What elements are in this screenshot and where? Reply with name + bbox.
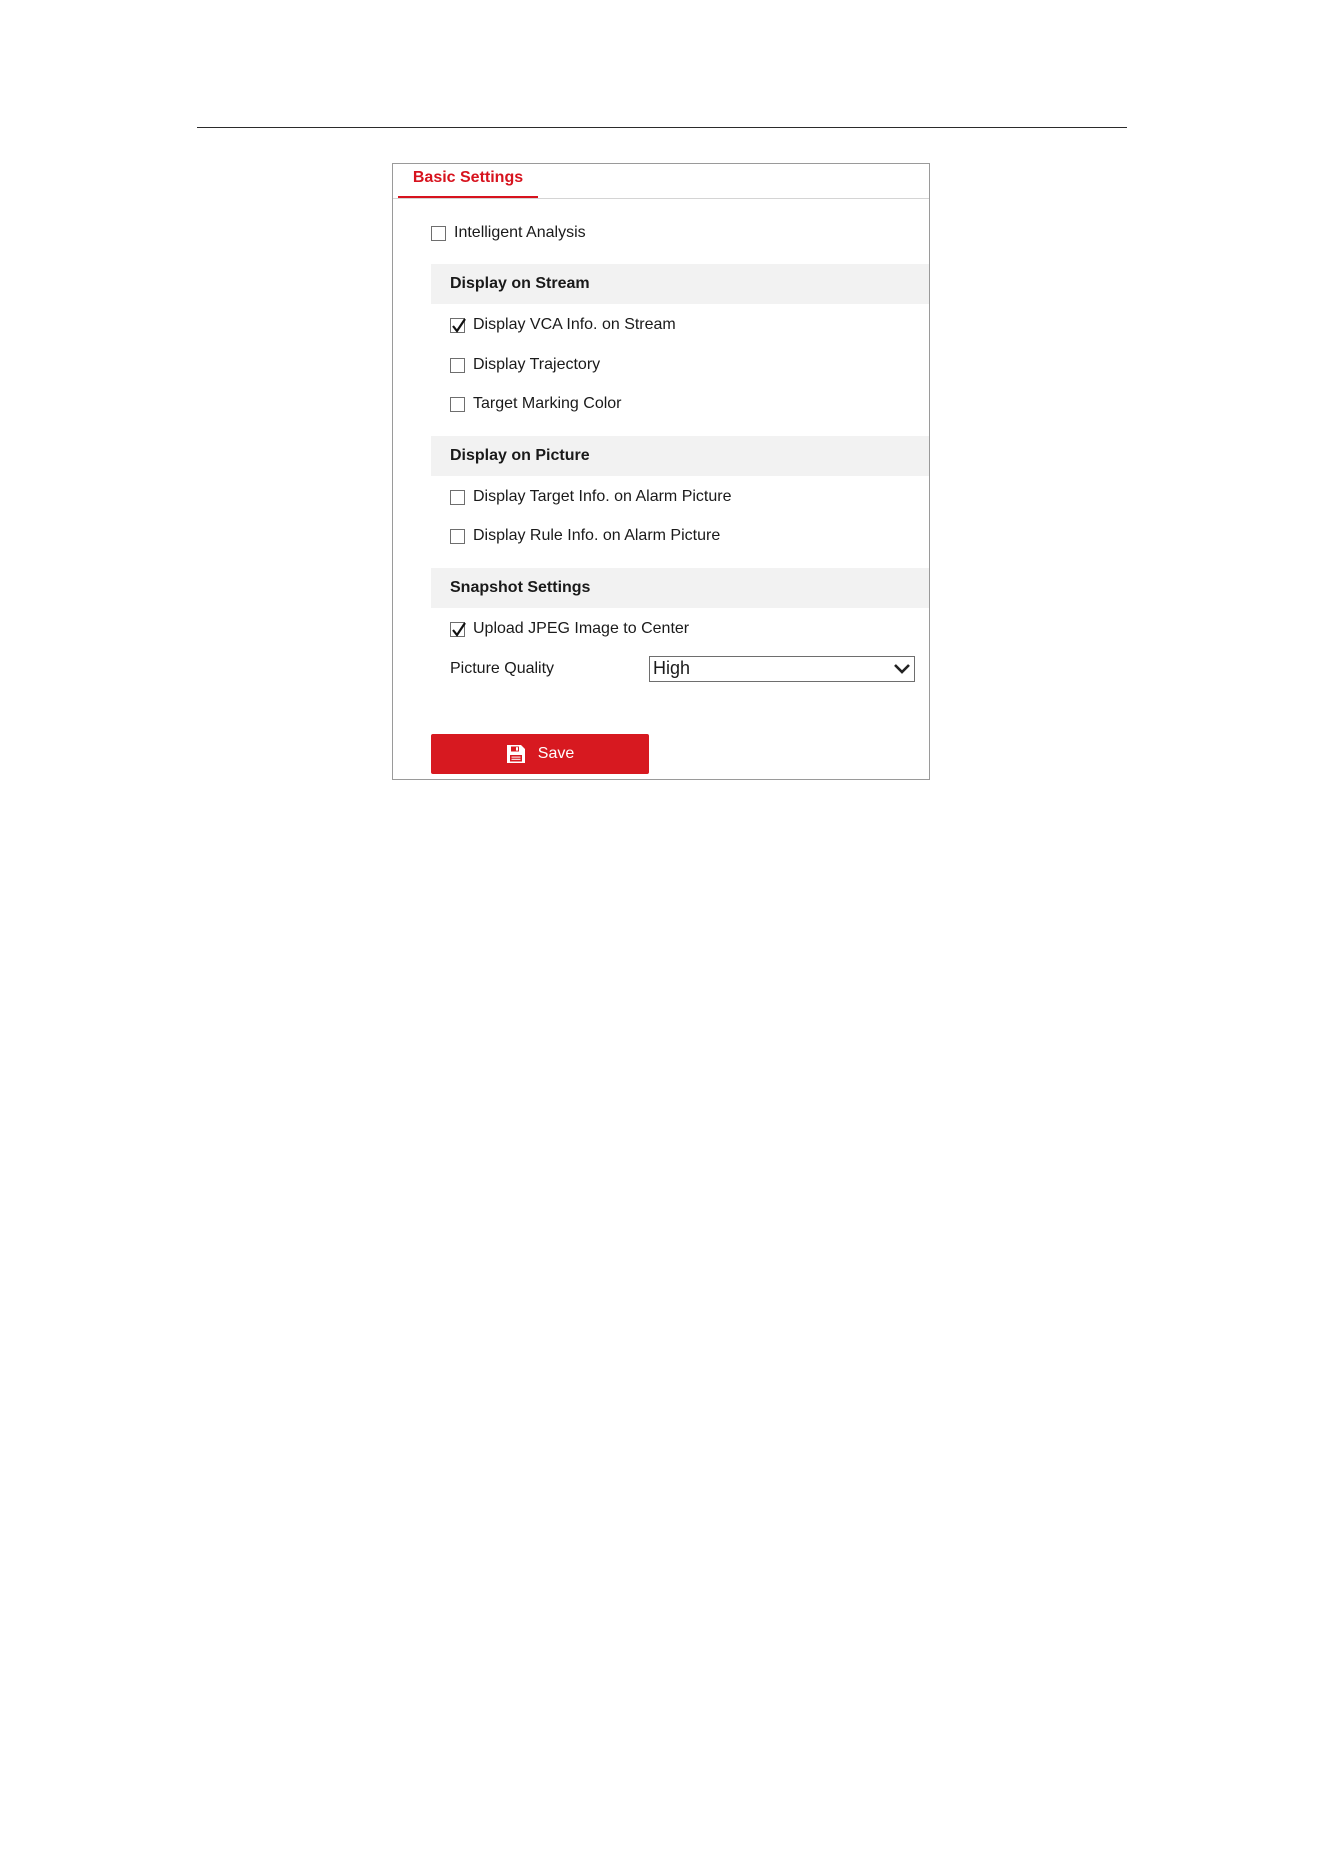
upload-jpeg-checkbox[interactable] xyxy=(450,622,465,637)
chevron-down-icon xyxy=(893,660,911,682)
picture-quality-value: High xyxy=(653,658,691,678)
section-header-snapshot-settings: Snapshot Settings xyxy=(431,568,930,608)
save-button-label: Save xyxy=(537,745,575,762)
display-vca-info-label: Display VCA Info. on Stream xyxy=(473,316,676,333)
tab-basic-settings[interactable]: Basic Settings xyxy=(398,164,538,198)
checkmark-icon xyxy=(451,317,467,334)
intelligent-analysis-label: Intelligent Analysis xyxy=(454,224,586,241)
display-rule-info-label: Display Rule Info. on Alarm Picture xyxy=(473,527,721,544)
target-marking-color-label: Target Marking Color xyxy=(473,395,622,412)
save-button[interactable] xyxy=(431,734,649,774)
tab-bar xyxy=(393,164,929,199)
display-trajectory-checkbox[interactable] xyxy=(450,358,465,373)
intelligent-analysis-checkbox[interactable] xyxy=(431,226,446,241)
upload-jpeg-label: Upload JPEG Image to Center xyxy=(473,620,690,637)
checkmark-icon xyxy=(451,621,467,638)
display-trajectory-row[interactable] xyxy=(450,354,600,376)
display-target-info-label: Display Target Info. on Alarm Picture xyxy=(473,488,732,505)
display-trajectory-label: Display Trajectory xyxy=(473,356,601,373)
picture-quality-label: Picture Quality xyxy=(450,660,555,677)
display-rule-info-row[interactable] xyxy=(450,525,720,547)
display-target-info-row[interactable] xyxy=(450,486,732,508)
floppy-disk-icon xyxy=(506,744,526,764)
target-marking-color-checkbox[interactable] xyxy=(450,397,465,412)
upload-jpeg-row[interactable] xyxy=(450,618,689,640)
intelligent-analysis-row[interactable] xyxy=(431,222,586,244)
picture-quality-select[interactable] xyxy=(649,656,915,682)
section-header-display-on-picture: Display on Picture xyxy=(431,436,930,476)
section-header-display-on-stream: Display on Stream xyxy=(431,264,930,304)
page-header-rule xyxy=(197,127,1127,128)
display-vca-info-checkbox[interactable] xyxy=(450,318,465,333)
target-marking-color-row[interactable] xyxy=(450,393,622,415)
display-target-info-checkbox[interactable] xyxy=(450,490,465,505)
basic-settings-panel xyxy=(392,163,930,780)
display-rule-info-checkbox[interactable] xyxy=(450,529,465,544)
display-vca-info-row[interactable] xyxy=(450,314,676,336)
